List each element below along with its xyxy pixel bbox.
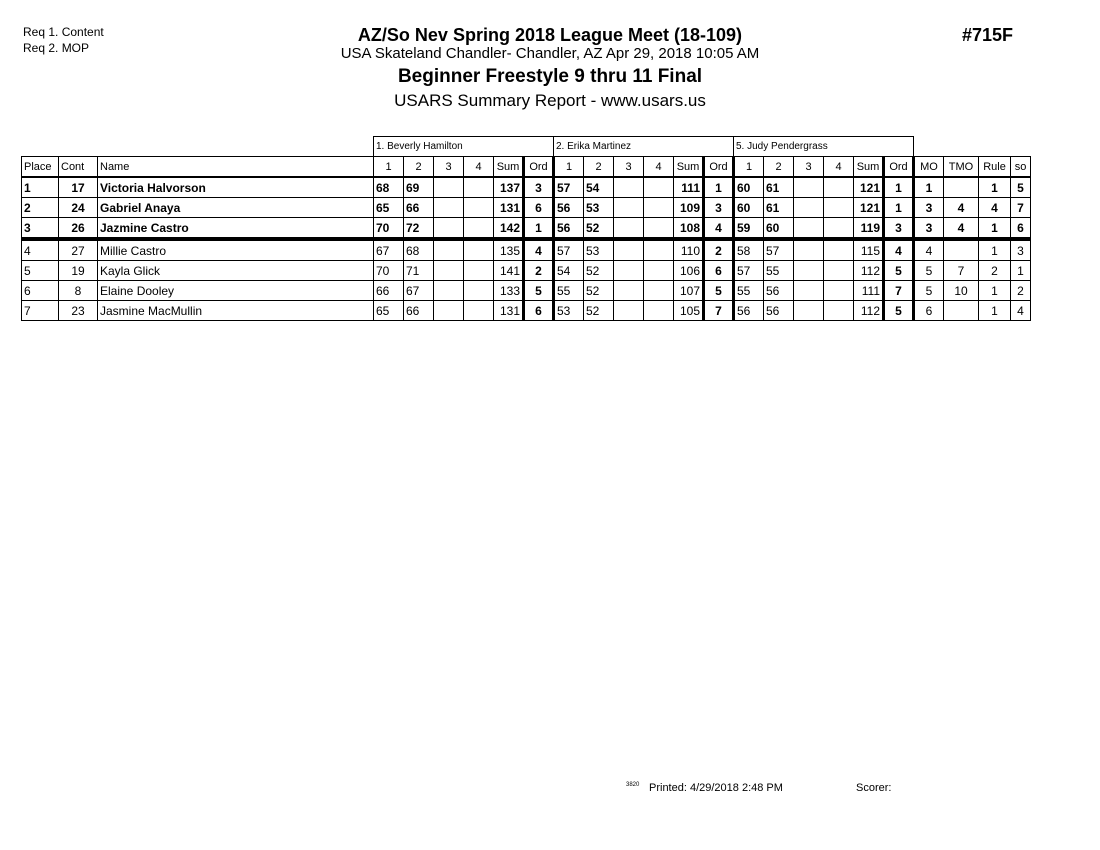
judge-1-score-2-cell: 66 [404, 301, 434, 321]
skater-name-cell: Gabriel Anaya [98, 198, 374, 218]
judge-3-score-3-cell [794, 239, 824, 261]
judge-1-ordinal-cell: 1 [524, 218, 554, 240]
judge-1-ordinal-cell: 6 [524, 198, 554, 218]
judge-1-col-header: 1 [374, 157, 404, 178]
judge-2-score-4-cell [644, 177, 674, 198]
event-code: #715F [962, 25, 1014, 45]
requirement-2: Req 2. MOP [23, 41, 90, 55]
judge-2-score-1-cell: 54 [554, 261, 584, 281]
tmo-cell: 4 [944, 218, 979, 240]
skater-name-cell: Jasmine MacMullin [98, 301, 374, 321]
judge-2-score-2-cell: 52 [584, 281, 614, 301]
judge-3-score-1-cell: 60 [734, 177, 764, 198]
judge-2-score-4-cell [644, 218, 674, 240]
printed-timestamp: Printed: 4/29/2018 2:48 PM [649, 782, 783, 794]
judge-1-score-2-cell: 67 [404, 281, 434, 301]
table-row [22, 261, 1031, 281]
judge-2-score-3-cell [614, 301, 644, 321]
judge-1-col-header: 2 [404, 157, 434, 178]
judge-2-ordinal-cell: 1 [704, 177, 734, 198]
judge-3-score-1-cell: 59 [734, 218, 764, 240]
judge-1-ordinal-cell: 6 [524, 301, 554, 321]
judge-3-score-1-cell: 60 [734, 198, 764, 218]
judge-3-score-3-cell [794, 261, 824, 281]
judge-header-spacer [22, 137, 374, 157]
place-cell: 2 [22, 198, 59, 218]
judge-1-score-2-cell: 71 [404, 261, 434, 281]
judge-3-score-2-cell: 57 [764, 239, 794, 261]
judge-1-score-4-cell [464, 239, 494, 261]
judge-2-sum-cell: 110 [674, 239, 704, 261]
table-row [22, 198, 1031, 218]
judge-1-score-4-cell [464, 218, 494, 240]
cont-cell: 26 [59, 218, 98, 240]
judge-1-score-4-cell [464, 198, 494, 218]
judge-1-col-header: 3 [434, 157, 464, 178]
judge-3-sum-cell: 112 [854, 301, 884, 321]
judge-3-score-2-cell: 56 [764, 281, 794, 301]
judge-3-score-3-cell [794, 281, 824, 301]
tmo-cell [944, 301, 979, 321]
rule-cell: 1 [979, 239, 1011, 261]
judge-3-score-4-cell [824, 218, 854, 240]
cont-cell: 23 [59, 301, 98, 321]
judge-1-score-3-cell [434, 218, 464, 240]
judge-1-score-4-cell [464, 261, 494, 281]
mo-cell: 3 [914, 218, 944, 240]
judge-2-sum-cell: 108 [674, 218, 704, 240]
judge-3-score-1-cell: 57 [734, 261, 764, 281]
skater-name-cell: Victoria Halvorson [98, 177, 374, 198]
meet-subtitle: USA Skateland Chandler- Chandler, AZ Apr 29, 2018 10:05 AM [340, 45, 760, 62]
meet-title: AZ/So Nev Spring 2018 League Meet (18-109) [357, 25, 743, 45]
judge-1-name: 1. Beverly Hamilton [374, 137, 554, 157]
judge-3-col-header: 1 [734, 157, 764, 178]
mo-cell: 6 [914, 301, 944, 321]
judge-header-row [22, 137, 1031, 157]
table-row [22, 301, 1031, 321]
judge-2-score-3-cell [614, 198, 644, 218]
judge-2-score-2-cell: 52 [584, 301, 614, 321]
judge-2-score-1-cell: 56 [554, 218, 584, 240]
so-cell: 3 [1011, 239, 1031, 261]
judge-2-ordinal-cell: 3 [704, 198, 734, 218]
judge-3-ordinal-cell: 5 [884, 301, 914, 321]
judge-2-ordinal-cell: 5 [704, 281, 734, 301]
judge-3-score-2-cell: 61 [764, 177, 794, 198]
so-cell: 7 [1011, 198, 1031, 218]
judge-1-col-header: Sum [494, 157, 524, 178]
judge-1-ordinal-cell: 4 [524, 239, 554, 261]
judge-2-score-3-cell [614, 218, 644, 240]
judge-2-ordinal-cell: 2 [704, 239, 734, 261]
place-header: Place [22, 157, 59, 178]
judge-3-score-4-cell [824, 239, 854, 261]
judge-1-sum-cell: 131 [494, 198, 524, 218]
judge-2-score-2-cell: 52 [584, 218, 614, 240]
judge-2-sum-cell: 107 [674, 281, 704, 301]
judge-3-score-4-cell [824, 301, 854, 321]
table-row [22, 239, 1031, 261]
judge-1-score-1-cell: 70 [374, 218, 404, 240]
judge-3-sum-cell: 111 [854, 281, 884, 301]
judge-1-score-1-cell: 68 [374, 177, 404, 198]
judge-1-score-1-cell: 70 [374, 261, 404, 281]
results-table [21, 136, 1031, 321]
judge-2-col-header: Sum [674, 157, 704, 178]
judge-2-col-header: 3 [614, 157, 644, 178]
tmo-cell: 7 [944, 261, 979, 281]
rule-header: Rule [979, 157, 1011, 178]
judge-2-col-header: Ord [704, 157, 734, 178]
judge-1-score-3-cell [434, 198, 464, 218]
judge-2-score-1-cell: 56 [554, 198, 584, 218]
place-cell: 5 [22, 261, 59, 281]
judge-3-sum-cell: 119 [854, 218, 884, 240]
judge-2-sum-cell: 105 [674, 301, 704, 321]
judge-1-score-2-cell: 68 [404, 239, 434, 261]
scorer-label: Scorer: [856, 782, 892, 794]
skater-name-cell: Millie Castro [98, 239, 374, 261]
judge-2-ordinal-cell: 4 [704, 218, 734, 240]
judge-1-sum-cell: 133 [494, 281, 524, 301]
judge-2-score-3-cell [614, 177, 644, 198]
rule-cell: 1 [979, 218, 1011, 240]
judge-3-score-1-cell: 58 [734, 239, 764, 261]
judge-2-col-header: 4 [644, 157, 674, 178]
judge-3-score-2-cell: 55 [764, 261, 794, 281]
judge-3-score-4-cell [824, 261, 854, 281]
judge-3-col-header: 3 [794, 157, 824, 178]
judge-3-score-1-cell: 55 [734, 281, 764, 301]
rule-cell: 1 [979, 177, 1011, 198]
judge-1-score-1-cell: 67 [374, 239, 404, 261]
judge-2-score-3-cell [614, 261, 644, 281]
judge-2-ordinal-cell: 7 [704, 301, 734, 321]
judge-2-col-header: 2 [584, 157, 614, 178]
place-cell: 4 [22, 239, 59, 261]
judge-3-score-3-cell [794, 198, 824, 218]
judge-1-sum-cell: 135 [494, 239, 524, 261]
skater-name-cell: Kayla Glick [98, 261, 374, 281]
judge-3-ordinal-cell: 7 [884, 281, 914, 301]
judge-1-score-3-cell [434, 239, 464, 261]
judge-1-ordinal-cell: 2 [524, 261, 554, 281]
judge-2-score-1-cell: 55 [554, 281, 584, 301]
judge-2-score-2-cell: 52 [584, 261, 614, 281]
report-title: USARS Summary Report - www.usars.us [394, 91, 706, 110]
cont-cell: 19 [59, 261, 98, 281]
judge-3-ordinal-cell: 1 [884, 177, 914, 198]
judge-1-score-4-cell [464, 281, 494, 301]
judge-3-sum-cell: 112 [854, 261, 884, 281]
judge-3-score-2-cell: 56 [764, 301, 794, 321]
judge-2-score-3-cell [614, 239, 644, 261]
judge-3-score-1-cell: 56 [734, 301, 764, 321]
name-header: Name [98, 157, 374, 178]
tmo-cell [944, 239, 979, 261]
mo-cell: 5 [914, 281, 944, 301]
judge-2-score-1-cell: 53 [554, 301, 584, 321]
judge-3-ordinal-cell: 3 [884, 218, 914, 240]
judge-1-score-3-cell [434, 281, 464, 301]
judge-1-score-4-cell [464, 177, 494, 198]
table-row [22, 281, 1031, 301]
judge-1-score-2-cell: 69 [404, 177, 434, 198]
tmo-cell: 10 [944, 281, 979, 301]
judge-2-score-3-cell [614, 281, 644, 301]
judge-3-sum-cell: 121 [854, 198, 884, 218]
cont-cell: 24 [59, 198, 98, 218]
judge-1-sum-cell: 141 [494, 261, 524, 281]
judge-3-score-2-cell: 60 [764, 218, 794, 240]
judge-5-name: 5. Judy Pendergrass [734, 137, 914, 157]
tmo-cell [944, 177, 979, 198]
mo-cell: 3 [914, 198, 944, 218]
so-cell: 2 [1011, 281, 1031, 301]
judge-1-score-2-cell: 66 [404, 198, 434, 218]
judge-1-sum-cell: 131 [494, 301, 524, 321]
judge-3-score-4-cell [824, 177, 854, 198]
judge-1-score-1-cell: 65 [374, 198, 404, 218]
judge-2-score-1-cell: 57 [554, 177, 584, 198]
so-cell: 1 [1011, 261, 1031, 281]
judge-2-score-4-cell [644, 261, 674, 281]
judge-1-score-1-cell: 66 [374, 281, 404, 301]
judge-3-ordinal-cell: 1 [884, 198, 914, 218]
mo-cell: 1 [914, 177, 944, 198]
mo-cell: 4 [914, 239, 944, 261]
so-cell: 6 [1011, 218, 1031, 240]
tmo-cell: 4 [944, 198, 979, 218]
judge-1-col-header: 4 [464, 157, 494, 178]
judge-3-col-header: 2 [764, 157, 794, 178]
judge-2-score-1-cell: 57 [554, 239, 584, 261]
judge-3-score-3-cell [794, 218, 824, 240]
judge-2-sum-cell: 109 [674, 198, 704, 218]
table-row [22, 177, 1031, 198]
judge-2-score-2-cell: 54 [584, 177, 614, 198]
judge-2-score-4-cell [644, 301, 674, 321]
judge-1-sum-cell: 142 [494, 218, 524, 240]
judge-2-score-4-cell [644, 198, 674, 218]
column-header-row [22, 157, 1031, 178]
judge-2-score-4-cell [644, 239, 674, 261]
judge-3-col-header: Ord [884, 157, 914, 178]
judge-2-sum-cell: 106 [674, 261, 704, 281]
judge-1-score-1-cell: 65 [374, 301, 404, 321]
judge-3-ordinal-cell: 4 [884, 239, 914, 261]
judge-1-ordinal-cell: 5 [524, 281, 554, 301]
cont-cell: 17 [59, 177, 98, 198]
judge-3-score-4-cell [824, 281, 854, 301]
so-cell: 5 [1011, 177, 1031, 198]
rule-cell: 1 [979, 301, 1011, 321]
judge-2-score-4-cell [644, 281, 674, 301]
judge-1-sum-cell: 137 [494, 177, 524, 198]
judge-2-score-2-cell: 53 [584, 198, 614, 218]
judge-2-col-header: 1 [554, 157, 584, 178]
skater-name-cell: Elaine Dooley [98, 281, 374, 301]
judge-3-col-header: Sum [854, 157, 884, 178]
judge-3-score-2-cell: 61 [764, 198, 794, 218]
judge-1-ordinal-cell: 3 [524, 177, 554, 198]
mo-cell: 5 [914, 261, 944, 281]
judge-header-spacer-right [914, 137, 1031, 157]
place-cell: 6 [22, 281, 59, 301]
judge-1-score-3-cell [434, 177, 464, 198]
judge-1-score-2-cell: 72 [404, 218, 434, 240]
rule-cell: 2 [979, 261, 1011, 281]
table-row [22, 218, 1031, 240]
event-title: Beginner Freestyle 9 thru 11 Final [397, 66, 703, 87]
rule-cell: 4 [979, 198, 1011, 218]
cont-cell: 8 [59, 281, 98, 301]
judge-3-score-3-cell [794, 177, 824, 198]
rule-cell: 1 [979, 281, 1011, 301]
place-cell: 1 [22, 177, 59, 198]
cont-header: Cont [59, 157, 98, 178]
place-cell: 7 [22, 301, 59, 321]
judge-3-sum-cell: 115 [854, 239, 884, 261]
judge-3-col-header: 4 [824, 157, 854, 178]
judge-2-score-2-cell: 53 [584, 239, 614, 261]
mo-header: MO [914, 157, 944, 178]
judge-3-score-4-cell [824, 198, 854, 218]
requirement-1: Req 1. Content [23, 25, 104, 39]
judge-1-score-4-cell [464, 301, 494, 321]
judge-2-sum-cell: 111 [674, 177, 704, 198]
cont-cell: 27 [59, 239, 98, 261]
so-header: so [1011, 157, 1031, 178]
place-cell: 3 [22, 218, 59, 240]
judge-3-score-3-cell [794, 301, 824, 321]
judge-1-col-header: Ord [524, 157, 554, 178]
judge-3-ordinal-cell: 5 [884, 261, 914, 281]
judge-2-name: 2. Erika Martinez [554, 137, 734, 157]
judge-2-ordinal-cell: 6 [704, 261, 734, 281]
footer-code: 3820 [626, 782, 640, 788]
judge-1-score-3-cell [434, 301, 464, 321]
judge-3-sum-cell: 121 [854, 177, 884, 198]
so-cell: 4 [1011, 301, 1031, 321]
tmo-header: TMO [944, 157, 979, 178]
judge-1-score-3-cell [434, 261, 464, 281]
skater-name-cell: Jazmine Castro [98, 218, 374, 240]
